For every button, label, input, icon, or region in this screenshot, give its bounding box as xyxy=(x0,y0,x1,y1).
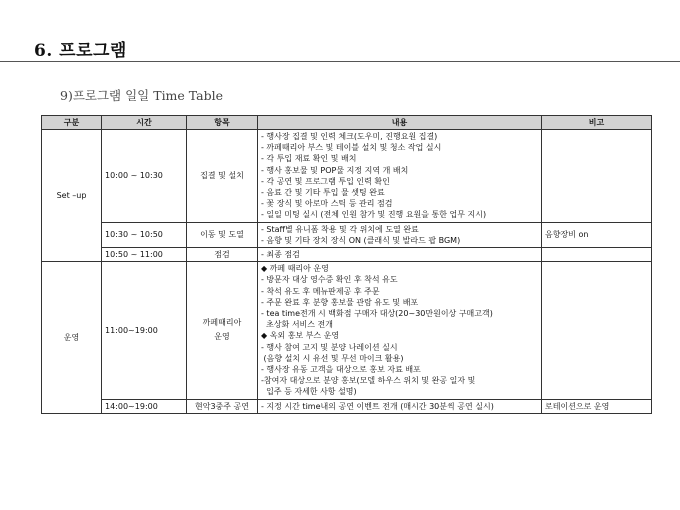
content-line: - 까페때리아 부스 및 테이블 설치 및 청소 작업 실시 xyxy=(261,143,442,153)
subtitle: 9)프로그램 일일 Time Table xyxy=(60,88,224,103)
row-item-label: 까페때리아 운영 xyxy=(202,318,242,342)
content-line: - Staff별 유니폼 착용 및 각 위치에 도열 완료 xyxy=(261,224,419,234)
table-row xyxy=(42,262,652,399)
content-line: ◆ 까페 때리아 운영 xyxy=(261,264,329,274)
row-time: 10:30 ~ 10:50 xyxy=(102,222,187,247)
content-line: 초상화 서비스 전개 xyxy=(261,320,333,330)
table-header-row xyxy=(42,116,652,130)
header-note: 비고 xyxy=(542,116,652,130)
content-line: - 행사장 집결 및 인력 체크(도우미, 진행요원 집결) xyxy=(261,132,438,141)
content-line: (음향 설치 시 유선 및 무선 마이크 활용) xyxy=(261,353,404,363)
row-content xyxy=(258,399,542,413)
content-line: ◆ 옥외 홍보 부스 운영 xyxy=(261,331,340,341)
row-time: 14:00~19:00 xyxy=(102,399,187,413)
row-time: 10:50 ~ 11:00 xyxy=(102,248,187,262)
row-note: 로테이션으로 운영 xyxy=(542,399,652,413)
row-note xyxy=(542,248,652,262)
row-content xyxy=(258,130,542,223)
content-line: - 각 공연 및 프로그램 투입 인력 확인 xyxy=(261,176,390,186)
time-table xyxy=(41,115,652,414)
table-row xyxy=(42,248,652,262)
content-line: - 주문 완료 후 분향 홍보물 관람 유도 및 배포 xyxy=(261,297,419,307)
table-row xyxy=(42,130,652,223)
phase-setup: Set –up xyxy=(42,130,102,262)
content-line: - 음향 및 기타 장치 장식 ON (클래식 및 발라드 팝 BGM) xyxy=(261,235,461,245)
content-line: - tea time전개 시 백화점 구매자 대상(20~30만원이상 구매고객) xyxy=(261,309,493,319)
content-line: - 각 투입 재료 확인 및 배치 xyxy=(261,154,357,164)
content-line: - 행사 홍보물 및 POP물 지정 지역 개 배치 xyxy=(261,165,409,175)
content-line: - 음료 간 및 기타 투입 물 셋팅 완료 xyxy=(261,188,385,198)
section-title: 6. 프로그램 xyxy=(34,41,127,61)
header-time: 시간 xyxy=(102,116,187,130)
header-item: 항목 xyxy=(187,116,258,130)
row-note xyxy=(542,262,652,399)
row-item: 점검 xyxy=(187,248,258,262)
row-content xyxy=(258,222,542,247)
content-line: - 행사 참여 고지 및 분양 나레이션 실시 xyxy=(261,342,398,352)
row-item: 현악3중주 공연 xyxy=(187,399,258,413)
row-time: 10:00 ~ 10:30 xyxy=(102,130,187,223)
row-content xyxy=(258,262,542,399)
table-row xyxy=(42,399,652,413)
content-line: 입주 등 자세한 사항 설명) xyxy=(261,387,357,397)
header-content: 내용 xyxy=(258,116,542,130)
content-line: - 착석 유도 후 메뉴판제공 후 주문 xyxy=(261,286,380,296)
content-line: - 일일 미팅 실시 (전체 인원 참가 및 진행 요원을 통한 업무 지시) xyxy=(261,210,487,220)
content-line: - 지정 시간 time내의 공연 이벤트 전개 (매시간 30분씩 공연 실시) xyxy=(261,401,494,411)
content-line: - 방문자 대상 영수증 확인 후 착석 유도 xyxy=(261,275,398,285)
row-note: 음향장비 on xyxy=(542,222,652,247)
row-time: 11:00~19:00 xyxy=(102,262,187,399)
content-line: - 꽃 장식 및 아로마 스틱 등 관리 점검 xyxy=(261,199,393,209)
row-item xyxy=(187,262,258,399)
phase-operation: 운영 xyxy=(42,262,102,414)
row-note xyxy=(542,130,652,223)
header-category: 구분 xyxy=(42,116,102,130)
content-line: - 행사장 유동 고객을 대상으로 홍보 자료 배포 xyxy=(261,365,421,375)
content-line: - 최종 점검 xyxy=(261,250,300,260)
row-content xyxy=(258,248,542,262)
title-divider xyxy=(0,61,680,62)
content-line: -참여자 대상으로 분양 홍보(모델 하우스 위치 및 완공 일자 및 xyxy=(261,376,476,386)
table-row xyxy=(42,222,652,247)
row-item: 이동 및 도열 xyxy=(187,222,258,247)
row-item: 집결 및 설치 xyxy=(187,130,258,223)
